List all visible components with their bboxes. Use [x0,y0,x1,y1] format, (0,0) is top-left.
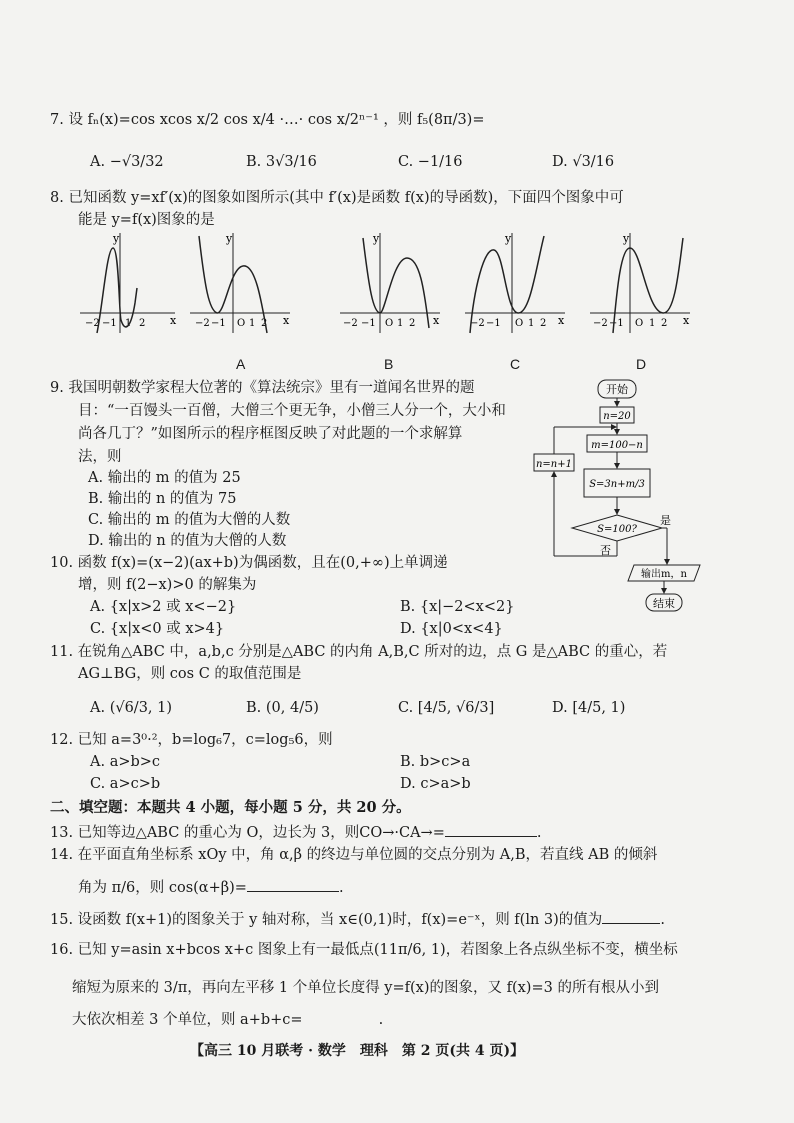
q12-option-d: D. c>a>b [400,776,471,792]
svg-text:−1: −1 [486,318,501,329]
svg-text:1: 1 [528,318,535,329]
q11-option-d: D. [4/5, 1) [552,700,626,716]
flow-cond: S=100? [597,524,637,535]
q12-option-a: A. a>b>c [90,754,161,770]
q11-line2: AG⊥BG，则 cos C 的取值范围是 [78,666,302,682]
svg-text:−2: −2 [85,318,100,329]
graph-label-d: D [636,356,647,372]
svg-text:y: y [373,232,380,245]
q10-line1: 10. 函数 f(x)=(x−2)(ax+b)为偶函数，且在(0,+∞)上单调递 [50,555,448,571]
q16-line1: 16. 已知 y=asin x+bcos x+c 图象上有一最低点(11π/6, 1)，若图象上各点纵坐标不变，横坐标 [50,942,678,958]
q12-option-b: B. b>c>a [400,754,471,770]
svg-text:−1: −1 [211,318,226,329]
svg-text:y: y [226,232,233,245]
q9-option-b: B. 输出的 n 的值为 75 [88,491,237,507]
svg-text:x: x [433,314,440,327]
axis-x-label: x [170,314,177,327]
q7-option-d: D. √3/16 [552,154,615,170]
svg-text:x: x [558,314,565,327]
svg-text:−2: −2 [195,318,210,329]
flow-start: 开始 [606,383,628,396]
svg-text:O: O [385,318,394,329]
flow-yes: 是 [660,514,671,527]
svg-text:2: 2 [409,318,416,329]
svg-text:x: x [283,314,290,327]
q14-line2: 角为 π/6，则 cos(α+β)= . [78,877,344,898]
q8-stem-line2: 能是 y=f(x)图象的是 [78,212,215,228]
svg-text:2: 2 [261,318,268,329]
q11-option-b: B. (0, 4/5) [246,700,319,716]
svg-text:2: 2 [139,318,146,329]
q10-option-c: C. {x|x<0 或 x>4} [90,621,225,637]
q9-option-c: C. 输出的 m 的值为大僧的人数 [88,512,291,528]
q8-given-graph [75,228,180,338]
svg-text:−1: −1 [361,318,376,329]
graph-label-b: B [384,356,394,372]
svg-text:1: 1 [125,318,132,329]
q16-line2: 缩短为原来的 3/π，再向左平移 1 个单位长度得 y=f(x)的图象，又 f(x)=3 的所有根从小到 [72,980,659,996]
svg-text:2: 2 [540,318,547,329]
q15-text: 15. 设函数 f(x+1)的图象关于 y 轴对称，当 x∈(0,1)时，f(x)=e⁻ˣ，则 f(ln 3)的值为 . [50,909,665,930]
graph-label-a: A [236,356,246,372]
svg-text:2: 2 [661,318,668,329]
axis-y-label: y [113,232,120,245]
q14-line1: 14. 在平面直角坐标系 xOy 中，角 α,β 的终边与单位圆的交点分别为 A,B，若直线 AB 的倾斜 [50,847,658,863]
svg-text:−1: −1 [609,318,624,329]
q9-line1: 9. 我国明朝数学家程大位著的《算法统宗》里有一道闻名世界的题 [50,380,475,396]
svg-text:O: O [635,318,644,329]
q11-line1: 11. 在锐角△ABC 中，a,b,c 分别是△ABC 的内角 A,B,C 所对的边，点 G 是△ABC 的重心，若 [50,644,668,660]
q8-graph-c [460,228,570,338]
flow-no: 否 [600,544,611,557]
graph-label-c: C [510,356,521,372]
q10-option-b: B. {x|−2<x<2} [400,599,515,615]
flow-step-m: m=100−n [591,440,643,451]
flow-init: n=20 [603,411,631,422]
section-heading: 二、填空题：本题共 4 小题，每小题 5 分，共 20 分。 [50,799,411,816]
q12-stem: 12. 已知 a=3⁰·²，b=log₆7，c=log₅6，则 [50,732,333,748]
q8-graph-b [335,228,445,338]
q8-graph-d [585,228,695,338]
q10-line2: 增，则 f(2−x)>0 的解集为 [78,577,257,593]
svg-text:O: O [515,318,524,329]
q9-line2: 目：“一百馒头一百僧，大僧三个更无争，小僧三人分一个，大小和 [78,403,506,419]
q8-stem-line1: 8. 已知函数 y=xf′(x)的图象如图所示(其中 f′(x)是函数 f(x)的导函数)，下面四个图象中可 [50,190,624,206]
svg-text:−2: −2 [343,318,358,329]
page-footer: 【高三 10 月联考 · 数学 理科 第 2 页(共 4 页)】 [190,1043,525,1059]
q16-line3: 大依次相差 3 个单位，则 a+b+c= . [72,1012,384,1028]
q10-option-a: A. {x|x>2 或 x<−2} [90,599,237,615]
svg-text:1: 1 [397,318,404,329]
svg-text:y: y [505,232,512,245]
q12-option-c: C. a>c>b [90,776,161,792]
q11-option-a: A. (√6/3, 1) [90,700,173,716]
flow-step-s: S=3n+m/3 [589,479,645,490]
q7-stem: 7. 设 fₙ(x)=cos xcos x/2 cos x/4 ·…· cos x/2ⁿ⁻¹ ，则 f₅(8π/3)= [50,112,485,128]
svg-text:−2: −2 [593,318,608,329]
q9-option-a: A. 输出的 m 的值为 25 [88,470,241,486]
svg-text:y: y [623,232,630,245]
q13-text: 13. 已知等边△ABC 的重心为 O，边长为 3，则CO→·CA→= . [50,822,541,843]
q7-option-b: B. 3√3/16 [246,154,317,170]
svg-text:−1: −1 [102,318,117,329]
q7-option-a: A. −√3/32 [90,154,164,170]
flow-loop: n=n+1 [535,459,573,470]
q10-option-d: D. {x|0<x<4} [400,621,503,637]
q8-graph-a [185,228,295,338]
svg-text:O: O [237,318,246,329]
svg-text:1: 1 [649,318,656,329]
svg-text:−2: −2 [470,318,485,329]
flow-end: 结束 [653,597,675,610]
q11-option-c: C. [4/5, √6/3] [398,700,495,716]
svg-text:x: x [683,314,690,327]
q7-option-c: C. −1/16 [398,154,463,170]
q9-line4: 法，则 [78,449,122,465]
flowchart [530,374,710,619]
q9-line3: 尚各几丁？”如图所示的程序框图反映了对此题的一个求解算 [78,426,463,442]
svg-text:1: 1 [249,318,256,329]
flow-output: 输出m，n [641,569,687,580]
q9-option-d: D. 输出的 n 的值为大僧的人数 [88,533,287,549]
